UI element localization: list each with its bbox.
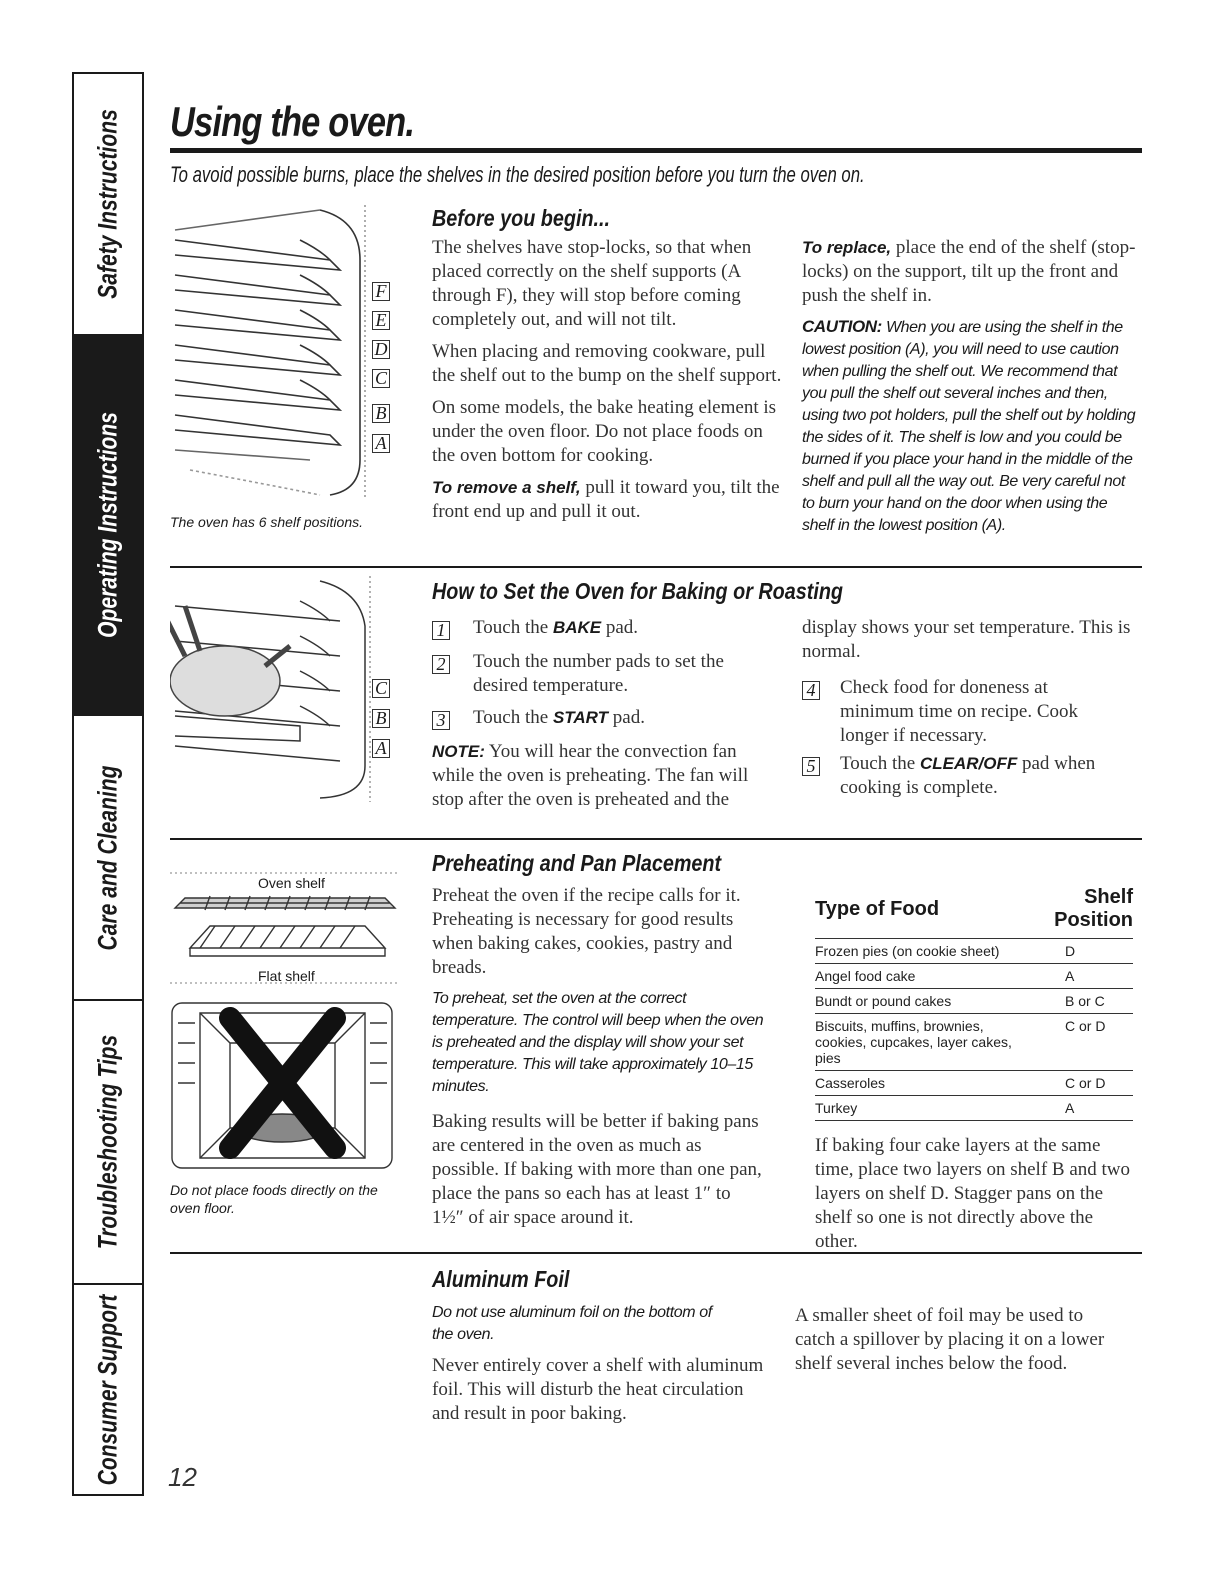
baking-roasting-heading: How to Set the Oven for Baking or Roasting [432,578,844,604]
bake-pad-label: BAKE [552,618,602,637]
note-lead: NOTE: [432,742,485,761]
table-header-row [815,886,1133,939]
food-type-cell: Biscuits, muffins, brownies, cookies, cupcakes, layer cakes, pies [815,1014,1025,1071]
caution-lead: CAUTION: [802,317,882,336]
step-text: Touch the [840,753,920,774]
step-number: 5 [802,757,820,776]
placing-cookware-paragraph: When placing and removing cookware, pull the shelf out to the bump on the shelf support. [432,341,782,386]
tab-consumer-support[interactable] [74,1285,142,1494]
shelf-position-cell: C or D [1025,1014,1133,1071]
section-divider [170,838,1142,840]
step-2-text: Touch the number pads to set the desired temperature. [473,651,724,696]
before-you-begin-column-1 [432,236,782,532]
tab-care-and-cleaning[interactable] [74,716,142,1001]
replace-shelf-lead: To replace, [802,238,892,257]
shelf-position-cell: A [1025,1096,1133,1121]
foil-warning: Do not use aluminum foil on the bottom of the oven. [432,1304,712,1343]
shelf-label-f: F [372,282,390,301]
tab-label: Operating Instructions [92,412,123,638]
table-row [815,1096,1133,1121]
food-type-cell: Frozen pies (on cookie sheet) [815,939,1025,964]
preheat-column-1 [432,884,767,1238]
remove-shelf-lead: To remove a shelf, [432,478,581,497]
remove-shelf-paragraph [432,476,782,524]
table-row [815,989,1133,1014]
foil-cover-paragraph: Never entirely cover a shelf with aluminum foil. This will disturb the heat circulation and result in poor baking. [432,1355,764,1424]
food-type-cell: Angel food cake [815,964,1025,989]
bake-element-paragraph: On some models, the bake heating element is under the oven floor. Do not place foods on the oven bottom for cooking. [432,397,777,466]
shelf-position-cell: D [1025,939,1133,964]
step-text: pad. [608,707,645,728]
step-number: 2 [432,655,450,674]
side-tab-bar [72,72,144,1496]
table-row [815,964,1133,989]
stop-locks-paragraph: The shelves have stop-locks, so that when placed correctly on the shelf supports (A through F), they will stop before coming completely out, and will not tilt. [432,237,752,330]
title-rule [170,148,1142,153]
burn-warning: To avoid possible burns, place the shelves in the desired position before you turn the oven on. [170,162,865,187]
step-text: pad. [601,617,639,638]
step-4-text: Check food for doneness at minimum time on recipe. Cook longer if necessary. [840,677,1078,746]
shelf-label-d: D [372,340,390,359]
step-5-text [840,752,1120,800]
shelf-label-e: E [372,311,390,330]
oven-positions-caption: The oven has 6 shelf positions. [170,514,364,530]
table-row [815,939,1133,964]
oven-and-flat-shelf-illustration [170,848,410,988]
table-row [815,1014,1133,1071]
tab-label: Care and Cleaning [92,765,123,950]
shelf-position-cell: A [1025,964,1133,989]
step-3-text [473,706,773,730]
foil-column-1 [432,1302,767,1434]
start-pad-label: START [552,708,609,727]
do-not-place-on-floor-illustration [170,998,395,1173]
note-continuation: display shows your set temperature. This is normal. [802,617,1131,662]
preheating-heading: Preheating and Pan Placement [432,850,722,876]
shelf-label-a: A [372,434,390,453]
aluminum-foil-heading: Aluminum Foil [432,1266,570,1292]
shelf-label-b: B [372,404,390,423]
caution-paragraph [802,316,1140,537]
column-header: Shelf Position [1025,886,1133,939]
tab-safety-instructions[interactable] [74,74,142,336]
page-number: 12 [168,1462,197,1492]
shelf-label-c: C [372,369,390,388]
shelf-label-a: A [372,739,390,758]
step-text: Touch the [473,707,553,728]
tab-operating-instructions[interactable] [74,336,142,716]
page-title: Using the oven. [170,98,415,145]
table-row [815,1071,1133,1096]
shelf-position-cell: B or C [1025,989,1133,1014]
cake-layers-paragraph: If baking four cake layers at the same time, place two layers on shelf B and two layers on shelf D. Stagger pans on the shelf so one is not directly above the other. [815,1135,1131,1252]
preheat-instructions: To preheat, set the oven at the correct temperature. The control will beep when the oven is preheated and the display will show your set temperature. This will take approximately 10–15 minutes. [432,990,764,1095]
step-number: 4 [802,681,820,700]
column-header: Type of Food [815,886,1025,939]
food-type-cell: Turkey [815,1096,1025,1121]
section-divider [170,1252,1142,1254]
replace-shelf-text: place the end of the shelf (stop-locks) on the support, tilt up the front and push the shelf in. [802,237,1136,306]
step-number: 1 [432,621,450,640]
before-you-begin-heading: Before you begin... [432,205,611,231]
preheat-paragraph: Preheat the oven if the recipe calls for it. Preheating is necessary for good results when baking cakes, cookies, pastry and breads. [432,885,741,978]
shelf-position-table [815,886,1133,1121]
flat-shelf-label: Flat shelf [258,968,315,984]
foil-spillover-paragraph: A smaller sheet of foil may be used to catch a spillover by placing it on a lower shelf several inches below the food. [795,1305,1105,1374]
before-you-begin-column-2 [802,236,1140,545]
step-1-text [473,616,773,640]
step-text: pad when cooking is complete. [840,753,1096,798]
remove-shelf-text: pull it toward you, tilt the front end up and pull it out. [432,477,780,522]
shelf-position-cell: C or D [1025,1071,1133,1096]
tab-label: Troubleshooting Tips [92,1034,123,1250]
food-type-cell: Casseroles [815,1071,1025,1096]
caution-text: When you are using the shelf in the lowest position (A), you will need to use caution when pulling the shelf out. We recommend that you pull the shelf out several inches and then, using two pot holders, pull the shelf out by holding the sides of it. The shelf is low and you could be burned if you place your hand in the middle of the shelf and pull all the way out. Be very careful not to burn your hand on the door when using the shelf in the lowest position (A). [802,319,1136,534]
convection-fan-note [432,740,777,812]
section-divider [170,566,1142,568]
step-number: 3 [432,711,450,730]
shelf-label-c: C [372,679,390,698]
oven-shelf-label: Oven shelf [258,875,325,891]
clear-off-pad-label: CLEAR/OFF [919,754,1018,773]
food-type-cell: Bundt or pound cakes [815,989,1025,1014]
step-text: Touch the [473,617,553,638]
tab-label: Safety Instructions [92,109,123,299]
tab-troubleshooting-tips[interactable] [74,1001,142,1285]
tab-label: Consumer Support [92,1294,123,1485]
replace-shelf-paragraph [802,236,1140,308]
pan-placement-paragraph: Baking results will be better if baking pans are centered in the oven as much as possible. If baking with more than one pan, place the pans so each has at least 1″ to 1½″ of air space around it. [432,1111,762,1228]
oven-floor-caption: Do not place foods directly on the oven floor. [170,1182,378,1216]
note-text: You will hear the convection fan while the oven is preheating. The fan will stop after the oven is preheated and the [432,741,749,810]
shelf-label-b: B [372,709,390,728]
